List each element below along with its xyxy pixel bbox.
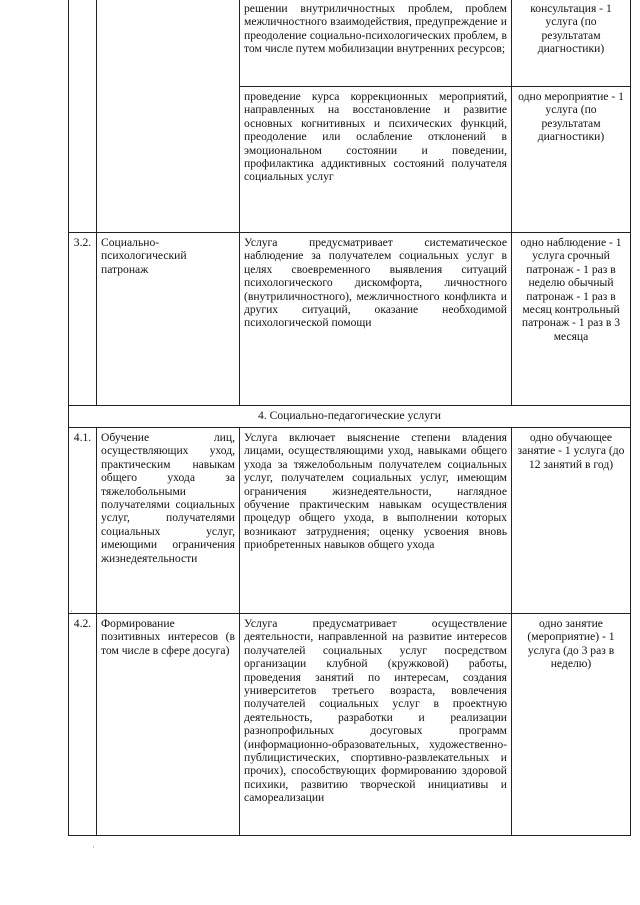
service-volume: одно обучающее занятие - 1 услуга (до 12 занятий в год) — [512, 428, 631, 614]
service-volume: консультация - 1 услуга (по результатам диагностики) — [512, 0, 631, 87]
service-name — [97, 0, 240, 233]
service-volume: одно наблюдение - 1 услуга срочный патронаж - 1 раз в неделю обычный патронаж - 1 раз в месяц контрольный патронаж - 1 раз в 3 месяца — [512, 233, 631, 406]
service-description: Услуга включает выяснение степени владения лицами, осуществляющими уход, навыками общего ухода за тяжелобольным получателем социальных услуг, получателем социальных услуг, имеющим ограничения жизнедеятельности, наглядное обучение практическим навыкам осуществления процедур общего ухода, в выполнении которых возникают затруднения; оценку усвоения вновь приобретенных навыков общего ухода — [240, 428, 512, 614]
service-volume: одно мероприятие - 1 услуга (по результатам диагностики) — [512, 87, 631, 233]
service-description: проведение курса коррекционных мероприятий, направленных на восстановление и развитие основных когнитивных и психических функций, преодоление или ослабление отклонений в эмоциональном состоянии и поведении, профилактика аддиктивных состояний получателя социальных услуг — [240, 87, 512, 233]
table-row — [69, 233, 631, 406]
services-table — [68, 0, 631, 836]
table-row — [69, 0, 631, 87]
service-number: 3.2. — [69, 233, 97, 406]
service-name: Социально-психологический патронаж — [97, 233, 240, 406]
service-name: Обучение лиц, осуществляющих уход, практическим навыкам общего ухода за тяжелобольными получателями социальных услуг, получателями социальных услуг, имеющими ограничения жизнедеятельности — [97, 428, 240, 614]
service-number: 4.1. — [69, 428, 97, 614]
section-header-row — [69, 406, 631, 428]
scan-speck: · — [92, 842, 95, 852]
table-row — [69, 614, 631, 836]
scan-speck: · — [70, 606, 73, 616]
table-row — [69, 428, 631, 614]
service-name: Формирование позитивных интересов (в том числе в сфере досуга) — [97, 614, 240, 836]
service-volume: одно занятие (мероприятие) - 1 услуга (до 3 раз в неделю) — [512, 614, 631, 836]
service-number — [69, 0, 97, 233]
service-description: Услуга предусматривает осуществление деятельности, направленной на развитие интересов получателей социальных услуг посредством организации клубной (кружковой) работы, проведения занятий по интересам, создания университетов третьего возраста, вовлечения получателей социальных услуг в проектную деятельность, разработки и реализации разнопрофильных досуговых программ (информационно-образовательных, художественно-публицистических, спортивно-развлекательных и прочих), способствующих формированию здоровой психики, развитию творческой инициативы и самореализации — [240, 614, 512, 836]
section-header: 4. Социально-педагогические услуги — [69, 406, 631, 428]
service-number: 4.2. — [69, 614, 97, 836]
service-description: Услуга предусматривает систематическое наблюдение за получателем социальных услуг в целях своевременного выявления ситуаций психологического дискомфорта, личностного (внутриличностного), межличностного конфликта и других ситуаций, оказание необходимой психологической помощи — [240, 233, 512, 406]
service-description: решении внутриличностных проблем, проблем межличностного взаимодействия, предупреждение и преодоление социально-психологических проблем, в том числе путем мобилизации внутренних ресурсов; — [240, 0, 512, 87]
